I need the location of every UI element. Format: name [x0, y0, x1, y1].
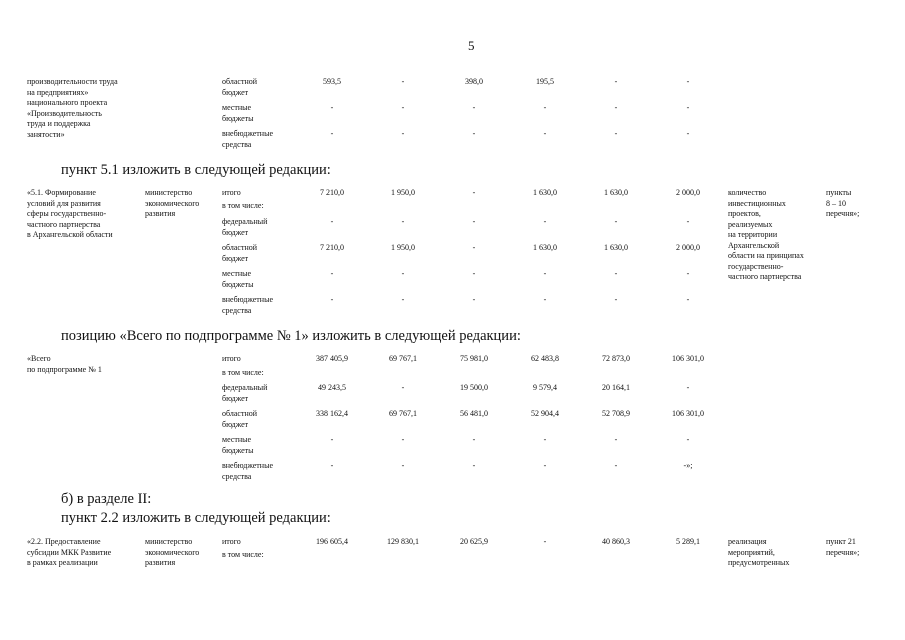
funding-value-cell: 1 630,0	[604, 188, 628, 197]
funding-value-cell: -	[330, 295, 334, 304]
indicator-text: реализация мероприятий, предусмотренных	[728, 537, 790, 567]
funding-value-cell: -	[330, 129, 334, 138]
funding-source-label: местные бюджеты	[222, 103, 254, 123]
funding-value-cell: -	[686, 129, 690, 138]
funding-value-cell: 7 210,0	[320, 243, 344, 252]
funding-value-cell: -	[543, 435, 547, 444]
funding-value-cell: 196 605,4	[316, 537, 348, 546]
funding-value-cell: 56 481,0	[460, 409, 488, 418]
funding-value-cell: 1 950,0	[391, 243, 415, 252]
funding-value-cell: 75 981,0	[460, 354, 488, 363]
funding-value-cell: 338 162,4	[316, 409, 348, 418]
funding-value-cell: -	[614, 129, 618, 138]
funding-value-cell: -	[614, 103, 618, 112]
funding-value-cell: -	[401, 383, 405, 392]
funding-value-cell: -	[472, 103, 476, 112]
funding-source-label: федеральный бюджет	[222, 383, 268, 403]
funding-value-cell: -	[401, 103, 405, 112]
funding-value-cell: 9 579,4	[533, 383, 557, 392]
activity-name: «2.2. Предоставление субсидии МКК Развитие в рамках реализации	[27, 537, 112, 567]
instruction-heading-section-2: б) в разделе II:	[61, 491, 152, 507]
funding-value-cell: -	[401, 269, 405, 278]
instruction-heading-5-1: пункт 5.1 изложить в следующей редакции:	[61, 162, 331, 178]
indicator-text: количество инвестиционных проектов, реализуемых на территории Архангельской области на принципах государственно- частного партнерства	[728, 188, 804, 281]
funding-value-cell: -	[614, 295, 618, 304]
funding-value-cell: -	[614, 269, 618, 278]
funding-value-cell: -	[543, 269, 547, 278]
funding-value-cell: -	[543, 295, 547, 304]
funding-value-cell: 2 000,0	[676, 188, 700, 197]
funding-value-cell: -	[330, 103, 334, 112]
funding-value-cell: -	[543, 537, 547, 546]
funding-value-cell: 5 289,1	[676, 537, 700, 546]
funding-value-cell: -	[614, 435, 618, 444]
funding-value-cell: 398,0	[465, 77, 483, 86]
funding-source-label: областной бюджет	[222, 77, 258, 97]
funding-value-cell: 1 630,0	[533, 188, 557, 197]
funding-value-cell: -	[472, 461, 476, 470]
funding-value-cell: -	[614, 217, 618, 226]
funding-value-cell: -	[543, 461, 547, 470]
instruction-heading-2-2: пункт 2.2 изложить в следующей редакции:	[61, 510, 331, 526]
funding-value-cell: -	[686, 383, 690, 392]
funding-value-cell: -	[472, 188, 476, 197]
activity-name: «5.1. Формирование условий для развития сферы государственно- частного партнерства в Архангельской области	[27, 188, 113, 239]
funding-value-cell: -	[686, 435, 690, 444]
funding-source-label: в том числе:	[222, 201, 264, 210]
funding-value-cell: 20 625,9	[460, 537, 488, 546]
activity-name: производительности труда на предприятиях» национального проекта «Производительность труда и поддержка занятости»	[27, 77, 118, 139]
funding-value-cell: -	[401, 217, 405, 226]
funding-value-cell: -	[614, 77, 618, 86]
funding-value-cell: 19 500,0	[460, 383, 488, 392]
funding-value-cell: -	[472, 243, 476, 252]
reference-text: пункт 21 перечня»;	[826, 537, 860, 557]
funding-source-label: областной бюджет	[222, 243, 258, 263]
funding-source-label: итого	[222, 188, 241, 197]
funding-value-cell: 106 301,0	[672, 409, 704, 418]
reference-text: пункты 8 – 10 перечня»;	[826, 188, 860, 218]
funding-value-cell: 106 301,0	[672, 354, 704, 363]
funding-value-cell: 49 243,5	[318, 383, 346, 392]
funding-value-cell: -	[330, 435, 334, 444]
funding-value-cell: -	[686, 295, 690, 304]
funding-source-label: итого	[222, 354, 241, 363]
executor-name: министерство экономического развития	[145, 537, 200, 567]
funding-source-label: внебюджетные средства	[222, 295, 273, 315]
page-number: 5	[468, 38, 475, 53]
funding-value-cell: -	[401, 129, 405, 138]
funding-value-cell: -	[543, 103, 547, 112]
funding-source-label: итого	[222, 537, 241, 546]
funding-source-label: местные бюджеты	[222, 269, 254, 289]
funding-value-cell: 72 873,0	[602, 354, 630, 363]
funding-value-cell: -	[472, 269, 476, 278]
funding-source-label: внебюджетные средства	[222, 129, 273, 149]
funding-source-label: в том числе:	[222, 550, 264, 559]
funding-value-cell: -»;	[683, 461, 693, 470]
funding-value-cell: -	[401, 461, 405, 470]
funding-value-cell: -	[330, 217, 334, 226]
funding-value-cell: 387 405,9	[316, 354, 348, 363]
funding-value-cell: 2 000,0	[676, 243, 700, 252]
funding-value-cell: 593,5	[323, 77, 341, 86]
funding-value-cell: 1 950,0	[391, 188, 415, 197]
funding-value-cell: -	[401, 77, 405, 86]
executor-name: министерство экономического развития	[145, 188, 200, 218]
funding-source-label: федеральный бюджет	[222, 217, 268, 237]
funding-value-cell: -	[543, 217, 547, 226]
funding-value-cell: -	[686, 269, 690, 278]
funding-source-label: областной бюджет	[222, 409, 258, 429]
funding-value-cell: 1 630,0	[533, 243, 557, 252]
instruction-heading-total: позицию «Всего по подпрограмме № 1» изложить в следующей редакции:	[61, 328, 521, 344]
funding-source-label: местные бюджеты	[222, 435, 254, 455]
funding-value-cell: 195,5	[536, 77, 554, 86]
funding-value-cell: -	[472, 129, 476, 138]
funding-value-cell: 129 830,1	[387, 537, 419, 546]
funding-source-label: в том числе:	[222, 368, 264, 377]
funding-value-cell: 20 164,1	[602, 383, 630, 392]
funding-value-cell: -	[614, 461, 618, 470]
funding-value-cell: -	[401, 435, 405, 444]
funding-value-cell: -	[686, 217, 690, 226]
funding-value-cell: -	[330, 461, 334, 470]
funding-value-cell: -	[472, 295, 476, 304]
funding-value-cell: -	[472, 217, 476, 226]
funding-value-cell: 69 767,1	[389, 354, 417, 363]
funding-value-cell: -	[401, 295, 405, 304]
funding-value-cell: -	[330, 269, 334, 278]
funding-value-cell: 40 860,3	[602, 537, 630, 546]
funding-value-cell: 7 210,0	[320, 188, 344, 197]
funding-value-cell: 52 904,4	[531, 409, 559, 418]
funding-value-cell: 69 767,1	[389, 409, 417, 418]
funding-value-cell: -	[472, 435, 476, 444]
funding-value-cell: 62 483,8	[531, 354, 559, 363]
funding-value-cell: 1 630,0	[604, 243, 628, 252]
funding-source-label: внебюджетные средства	[222, 461, 273, 481]
activity-name: «Всего по подпрограмме № 1	[27, 354, 102, 374]
funding-value-cell: 52 708,9	[602, 409, 630, 418]
funding-value-cell: -	[686, 77, 690, 86]
funding-value-cell: -	[543, 129, 547, 138]
funding-value-cell: -	[686, 103, 690, 112]
